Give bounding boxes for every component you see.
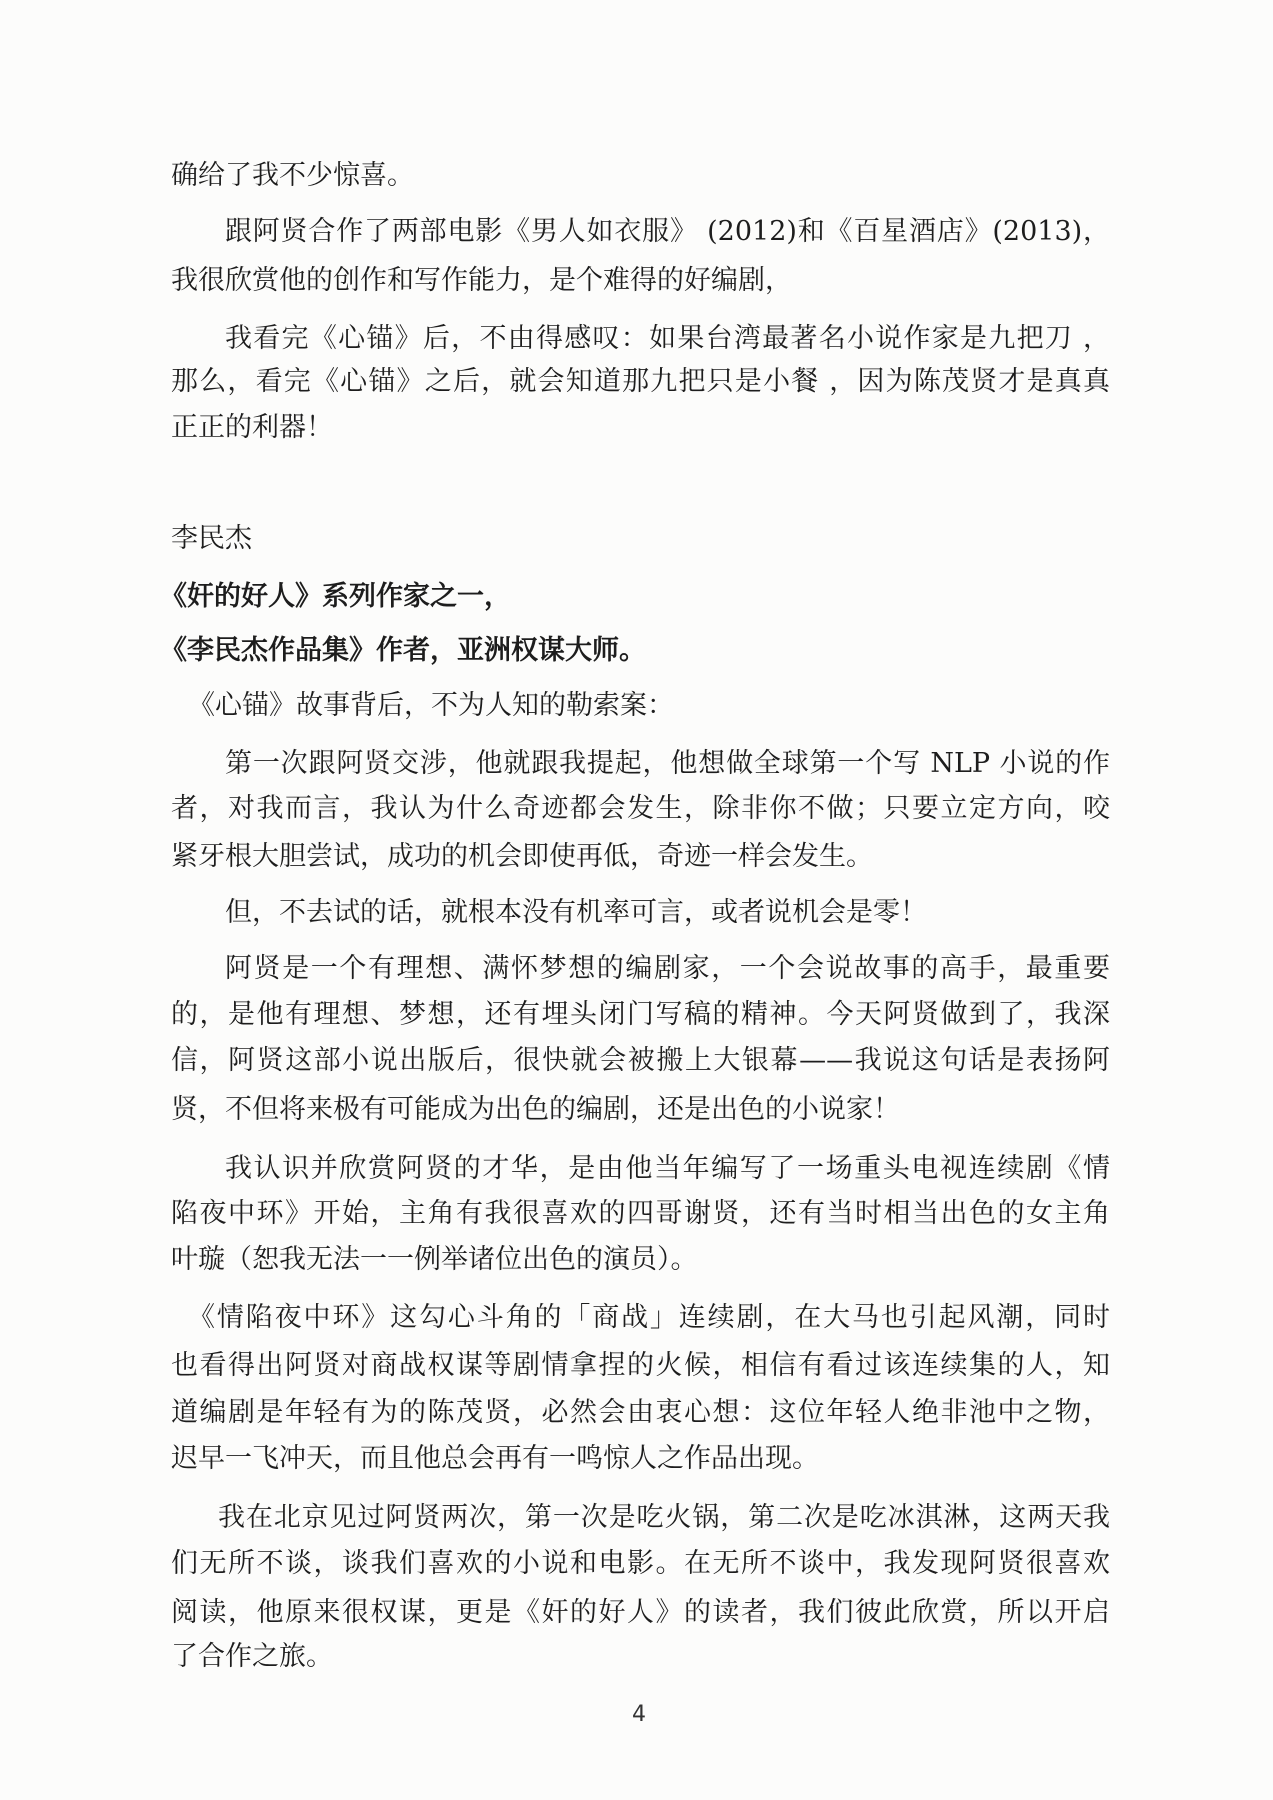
body-line: 那么，看完《心锚》之后，就会知道那九把只是小餐 ，因为陈茂贤才是真真 <box>171 366 1110 397</box>
body-line: 的，是他有理想、梦想，还有埋头闭门写稿的精神。今天阿贤做到了，我深 <box>171 999 1110 1030</box>
body-line: 紧牙根大胆尝试，成功的机会即使再低，奇迹一样会发生。 <box>171 841 873 872</box>
page-number: 4 <box>632 1702 646 1727</box>
body-line: 《情陷夜中环》这勾心斗角的「商战」连续剧，在大马也引起风潮，同时 <box>188 1302 1110 1333</box>
body-line: 贤，不但将来极有可能成为出色的编剧，还是出色的小说家！ <box>171 1094 900 1125</box>
body-line: 阿贤是一个有理想、满怀梦想的编剧家，一个会说故事的高手，最重要 <box>225 953 1110 984</box>
body-line: 叶璇（恕我无法一一例举诸位出色的演员）。 <box>171 1244 698 1275</box>
body-line: 正正的利器！ <box>171 412 333 443</box>
body-line: 者，对我而言，我认为什么奇迹都会发生，除非你不做；只要立定方向，咬 <box>171 793 1110 824</box>
body-line: 《心锚》故事背后，不为人知的勒索案： <box>188 690 674 721</box>
author-title-line: 《奸的好人》系列作家之一， <box>160 581 511 612</box>
body-line: 我在北京见过阿贤两次，第一次是吃火锅，第二次是吃冰淇淋，这两天我 <box>218 1502 1110 1533</box>
body-line: 确给了我不少惊喜。 <box>171 160 414 191</box>
body-line: 陷夜中环》开始，主角有我很喜欢的四哥谢贤，还有当时相当出色的女主角 <box>171 1198 1110 1229</box>
body-line: 第一次跟阿贤交涉，他就跟我提起，他想做全球第一个写 NLP 小说的作 <box>225 748 1110 779</box>
body-line: 也看得出阿贤对商战权谋等剧情拿捏的火候，相信有看过该连续集的人，知 <box>171 1350 1110 1381</box>
body-line: 阅读，他原来很权谋，更是《奸的好人》的读者，我们彼此欣赏，所以开启 <box>171 1597 1110 1628</box>
author-title-line: 《李民杰作品集》作者，亚洲权谋大师。 <box>160 635 646 666</box>
body-line: 跟阿贤合作了两部电影《男人如衣服》 (2012)和《百星酒店》(2013)， <box>225 216 1110 247</box>
body-line: 我认识并欣赏阿贤的才华，是由他当年编写了一场重头电视连续剧《情 <box>225 1153 1110 1184</box>
body-line: 我很欣赏他的创作和写作能力，是个难得的好编剧， <box>171 265 792 296</box>
body-line: 我看完《心锚》后，不由得感叹：如果台湾最著名小说作家是九把刀 ， <box>225 323 1110 354</box>
body-line: 了合作之旅。 <box>171 1641 333 1672</box>
author-name: 李民杰 <box>171 523 252 554</box>
body-line: 信，阿贤这部小说出版后，很快就会被搬上大银幕——我说这句话是表扬阿 <box>171 1045 1110 1076</box>
body-line: 们无所不谈，谈我们喜欢的小说和电影。在无所不谈中，我发现阿贤很喜欢 <box>171 1548 1110 1579</box>
body-line: 道编剧是年轻有为的陈茂贤，必然会由衷心想：这位年轻人绝非池中之物， <box>171 1397 1110 1428</box>
body-line: 但，不去试的话，就根本没有机率可言，或者说机会是零！ <box>225 897 927 928</box>
body-line: 迟早一飞冲天，而且他总会再有一鸣惊人之作品出现。 <box>171 1443 819 1474</box>
